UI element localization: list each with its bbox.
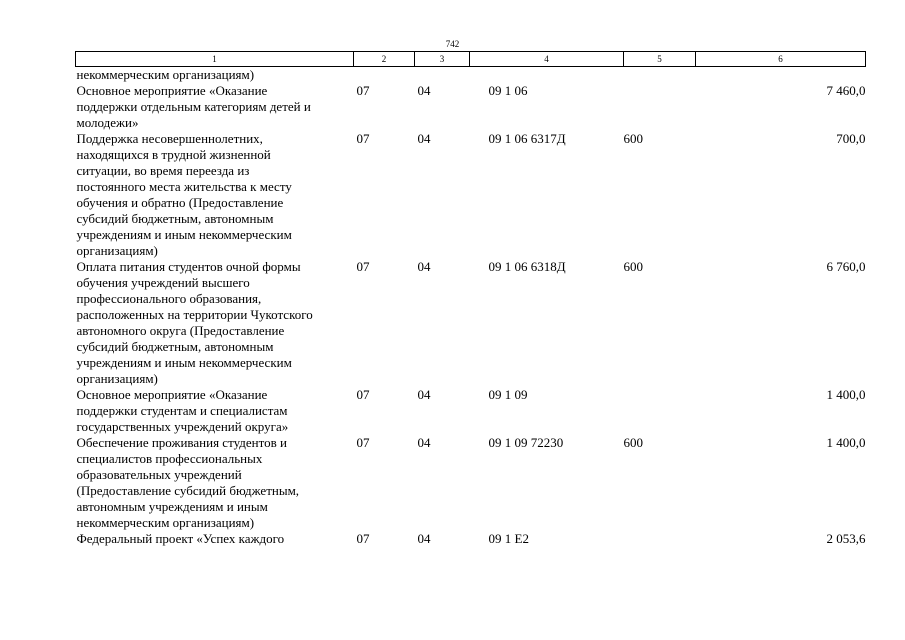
table-body — [76, 67, 866, 548]
target-article-code: 09 1 E2 — [488, 531, 529, 546]
target-article-code: 09 1 06 6317Д — [488, 131, 566, 146]
subsection-code: 04 — [417, 387, 431, 402]
expense-type-code: 600 — [623, 435, 643, 450]
budget-table — [75, 51, 866, 547]
table-row — [76, 83, 866, 131]
page-number: 742 — [445, 39, 460, 49]
section-code: 07 — [356, 259, 370, 274]
subsection-code: 04 — [417, 83, 431, 98]
column-header: 2 — [354, 52, 415, 67]
table-row — [76, 259, 866, 387]
target-article-code: 09 1 06 6318Д — [488, 259, 566, 274]
target-article-code: 09 1 09 — [488, 387, 528, 402]
section-code: 07 — [356, 131, 370, 146]
table-row — [76, 131, 866, 259]
target-article-code: 09 1 06 — [488, 83, 528, 98]
column-header: 4 — [470, 52, 624, 67]
row-description: Поддержка несовершеннолетних, находящихся в трудной жизненной ситуации, во время переезда из постоянного места жительства к месту обучения и обратно (Предоставление субсидий бюджетным, автономным учреждениям и иным некоммерческим организациям) — [76, 131, 292, 258]
amount-value: 700,0 — [836, 131, 866, 146]
row-description: Федеральный проект «Успех каждого — [76, 531, 285, 546]
table-row — [76, 67, 866, 84]
amount-value: 2 053,6 — [826, 531, 866, 546]
table-row — [76, 531, 866, 547]
amount-value: 7 460,0 — [826, 83, 866, 98]
column-header: 1 — [76, 52, 354, 67]
column-header: 6 — [696, 52, 866, 67]
table-row — [76, 387, 866, 435]
subsection-code: 04 — [417, 131, 431, 146]
row-description: Оплата питания студентов очной формы обучения учреждений высшего профессионального образования, расположенных на территории Чукотского автономного округа (Предоставление субсидий бюджетным, автономным учреждениям и иным некоммерческим организациям) — [76, 259, 313, 386]
subsection-code: 04 — [417, 435, 431, 450]
target-article-code: 09 1 09 72230 — [488, 435, 564, 450]
row-description: Обеспечение проживания студентов и специалистов профессиональных образовательных учреждений (Предоставление субсидий бюджетным, автономным учреждениям и иным некоммерческим организациям) — [76, 435, 300, 530]
table-header-row — [76, 52, 866, 67]
expense-type-code: 600 — [623, 259, 643, 274]
subsection-code: 04 — [417, 259, 431, 274]
row-description: Основное мероприятие «Оказание поддержки отдельным категориям детей и молодежи» — [76, 83, 311, 130]
column-header: 5 — [624, 52, 696, 67]
table-row — [76, 435, 866, 531]
row-description: некоммерческим организациям) — [76, 67, 255, 82]
section-code: 07 — [356, 531, 370, 546]
amount-value: 6 760,0 — [826, 259, 866, 274]
amount-value: 1 400,0 — [826, 387, 866, 402]
section-code: 07 — [356, 435, 370, 450]
expense-type-code: 600 — [623, 131, 643, 146]
column-header: 3 — [415, 52, 470, 67]
subsection-code: 04 — [417, 531, 431, 546]
row-description: Основное мероприятие «Оказание поддержки студентам и специалистам государственных учреждений округа» — [76, 387, 289, 434]
amount-value: 1 400,0 — [826, 435, 866, 450]
section-code: 07 — [356, 83, 370, 98]
section-code: 07 — [356, 387, 370, 402]
